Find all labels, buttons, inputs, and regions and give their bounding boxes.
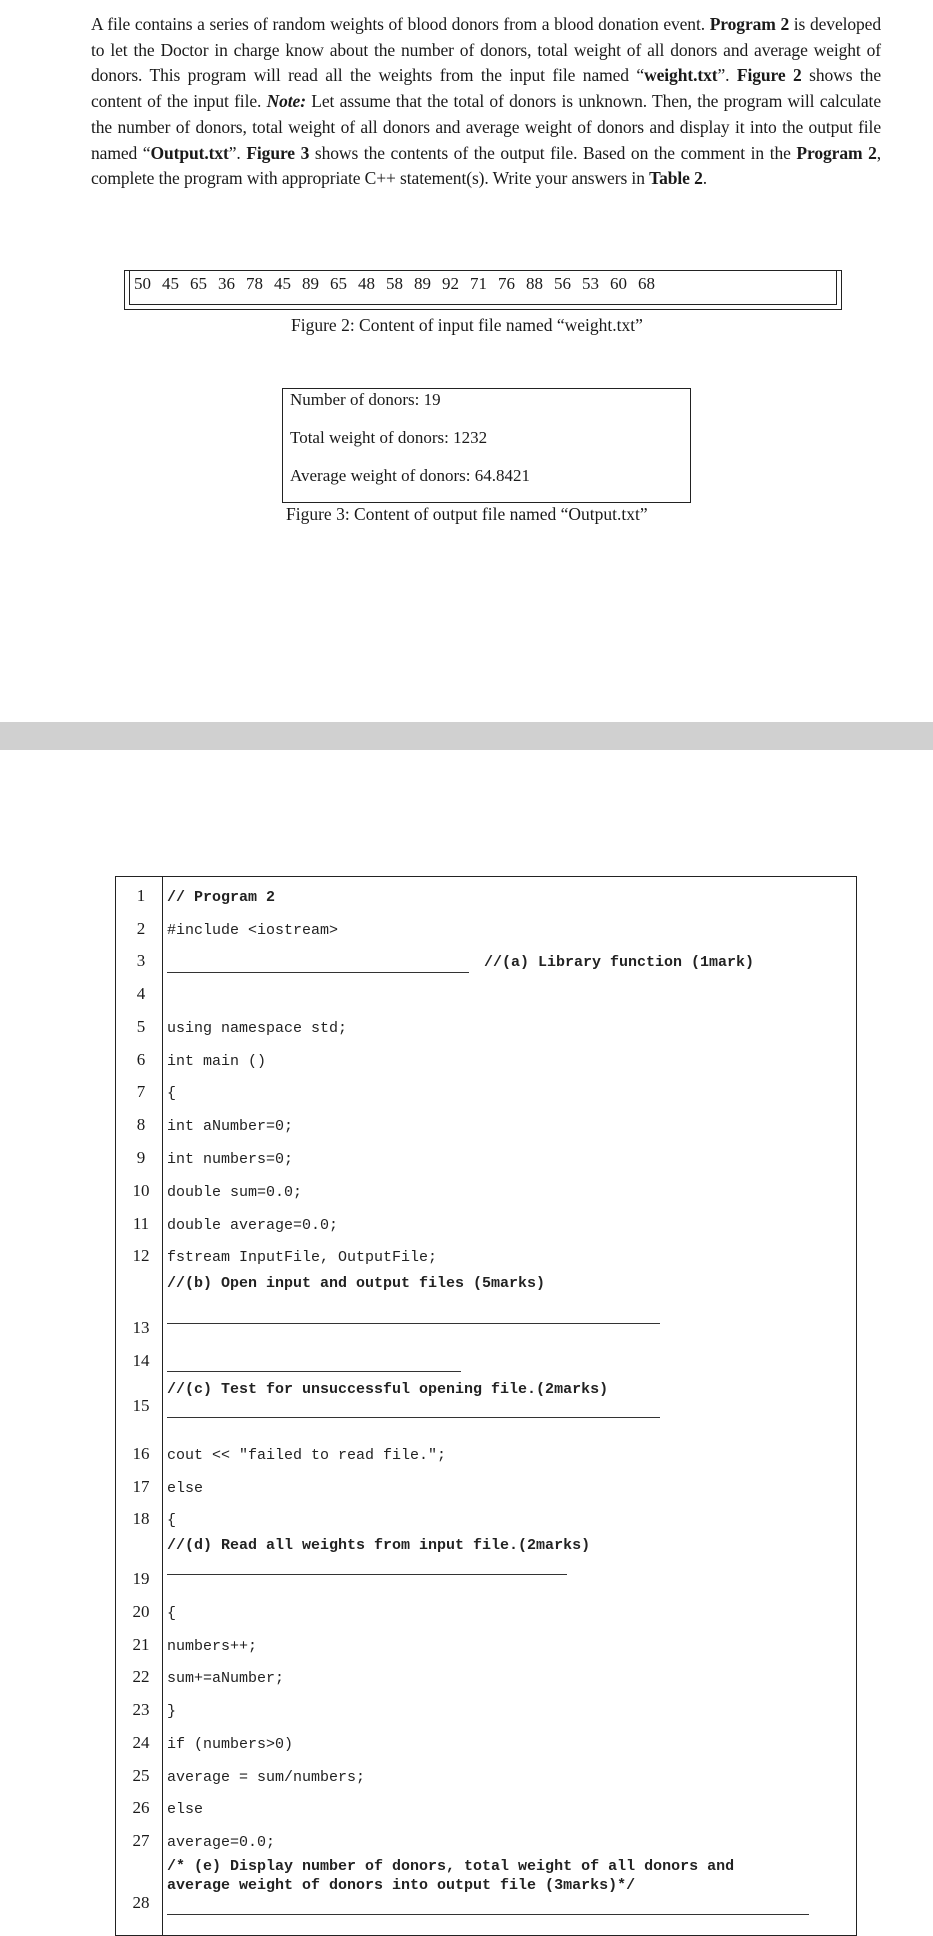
code-line: else [167, 1801, 204, 1818]
question-paragraph [91, 12, 881, 192]
line-number: 15 [132, 1396, 150, 1415]
weight-value: 65 [330, 274, 347, 293]
intro-bold: Program 2 [796, 142, 877, 163]
code-line: if (numbers>0) [167, 1736, 294, 1753]
line-number: 12 [132, 1246, 150, 1265]
code-line: double sum=0.0; [167, 1184, 303, 1201]
output-line-total: Total weight of donors: 1232 [290, 428, 488, 447]
weight-value: 48 [358, 274, 375, 293]
line-number: 25 [132, 1766, 150, 1785]
output-line-average: Average weight of donors: 64.8421 [290, 466, 530, 485]
weight-value: 56 [554, 274, 571, 293]
line-number: 19 [132, 1569, 150, 1588]
line-number: 3 [136, 951, 146, 970]
code-line: double average=0.0; [167, 1217, 339, 1234]
code-comment: //(c) Test for unsuccessful opening file.(2marks) [167, 1381, 609, 1398]
line-number: 14 [132, 1351, 150, 1370]
line-number: 23 [132, 1700, 150, 1719]
weight-value: 36 [218, 274, 235, 293]
intro-bold: weight.txt [644, 65, 718, 86]
line-number: 7 [136, 1082, 146, 1101]
intro-bold: Figure 2 [736, 65, 802, 86]
code-line: { [167, 1085, 177, 1102]
intro-text: . [702, 168, 708, 189]
line-number: 2 [136, 919, 146, 938]
code-comment: /* (e) Display number of donors, total weight of all donors and [167, 1858, 735, 1875]
line-number: 24 [132, 1733, 150, 1752]
code-line: numbers++; [167, 1638, 258, 1655]
code-comment: //(a) Library function (1mark) [484, 954, 755, 971]
intro-text: shows the contents of the output file. Based on the comment in the [309, 142, 797, 163]
answer-blank-e[interactable] [167, 1914, 809, 1915]
figure2-weights [134, 274, 655, 294]
weight-value: 65 [190, 274, 207, 293]
line-number: 10 [132, 1181, 150, 1200]
code-line: #include <iostream> [167, 922, 339, 939]
code-line: average=0.0; [167, 1834, 276, 1851]
weight-value: 68 [638, 274, 655, 293]
code-line: int aNumber=0; [167, 1118, 294, 1135]
code-line: sum+=aNumber; [167, 1670, 285, 1687]
weight-value: 53 [582, 274, 599, 293]
weight-value: 76 [498, 274, 515, 293]
line-number: 4 [136, 984, 146, 1003]
answer-blank-d[interactable] [167, 1574, 567, 1575]
code-line: int main () [167, 1053, 267, 1070]
line-number: 5 [136, 1017, 146, 1036]
weight-value: 50 [134, 274, 151, 293]
weight-value: 89 [302, 274, 319, 293]
line-number: 11 [132, 1214, 150, 1233]
code-comment: //(d) Read all weights from input file.(2marks) [167, 1537, 591, 1554]
intro-bold: Program 2 [709, 14, 790, 34]
intro-text: ”. [228, 142, 247, 163]
line-number: 16 [132, 1444, 150, 1463]
line-number: 9 [136, 1148, 146, 1167]
code-line: } [167, 1703, 177, 1720]
code-line: cout << "failed to read file."; [167, 1447, 447, 1464]
line-number: 20 [132, 1602, 150, 1621]
figure2-caption: Figure 2: Content of input file named “weight.txt” [291, 315, 643, 335]
output-line-donors: Number of donors: 19 [290, 390, 441, 409]
weight-value: 71 [470, 274, 487, 293]
line-number: 21 [132, 1635, 150, 1654]
answer-blank-b2[interactable] [167, 1371, 461, 1372]
intro-text: shows the content of the input file. [91, 65, 882, 112]
line-number: 8 [136, 1115, 146, 1134]
code-line: { [167, 1512, 177, 1529]
intro-note: Note: [266, 91, 306, 112]
weight-value: 78 [246, 274, 263, 293]
line-number: 26 [132, 1798, 150, 1817]
intro-bold: Table 2 [649, 168, 703, 189]
code-line: { [167, 1605, 177, 1622]
figure3-caption: Figure 3: Content of output file named “Output.txt” [286, 504, 648, 524]
weight-value: 92 [442, 274, 459, 293]
line-number: 22 [132, 1667, 150, 1686]
line-number: 6 [136, 1050, 146, 1069]
intro-text: ”. [717, 65, 737, 86]
intro-bold: Figure 3 [246, 142, 310, 163]
page-separator [0, 722, 933, 750]
weight-value: 89 [414, 274, 431, 293]
code-line: int numbers=0; [167, 1151, 294, 1168]
intro-text: , complete the program with appropriate C++ statement(s). Write your answers in [91, 142, 882, 189]
weight-value: 60 [610, 274, 627, 293]
intro-bold: Output.txt [150, 142, 229, 163]
code-line: fstream InputFile, OutputFile; [167, 1249, 438, 1266]
answer-blank-b1[interactable] [167, 1323, 660, 1324]
intro-text: A file contains a series of random weights of blood donors from a blood donation event. [91, 14, 710, 34]
weight-value: 45 [162, 274, 179, 293]
code-line: else [167, 1480, 204, 1497]
line-number: 28 [132, 1893, 150, 1912]
answer-blank-c[interactable] [167, 1417, 660, 1418]
code-comment: // Program 2 [167, 889, 276, 906]
line-number: 18 [132, 1509, 150, 1528]
weight-value: 45 [274, 274, 291, 293]
code-line: average = sum/numbers; [167, 1769, 366, 1786]
answer-blank-a[interactable] [167, 972, 469, 973]
code-line: using namespace std; [167, 1020, 348, 1037]
weight-value: 88 [526, 274, 543, 293]
intro-text: Let assume that the total of donors is unknown. Then, the program will calculate the number of donors, total weight of all donors and average weight of donors and display it into the output file named “ [91, 91, 881, 163]
code-comment: average weight of donors into output file (3marks)*/ [167, 1877, 636, 1894]
code-comment: //(b) Open input and output files (5marks) [167, 1275, 546, 1292]
weight-value: 58 [386, 274, 403, 293]
intro-text: is developed to let the Doctor in charge know about the number of donors, total weight of all donors and average weight of donors. This program will read all the weights from the input file named “ [91, 14, 881, 86]
line-number: 13 [132, 1318, 150, 1337]
line-number: 27 [132, 1831, 150, 1850]
line-number: 1 [136, 886, 146, 905]
line-number: 17 [132, 1477, 150, 1496]
